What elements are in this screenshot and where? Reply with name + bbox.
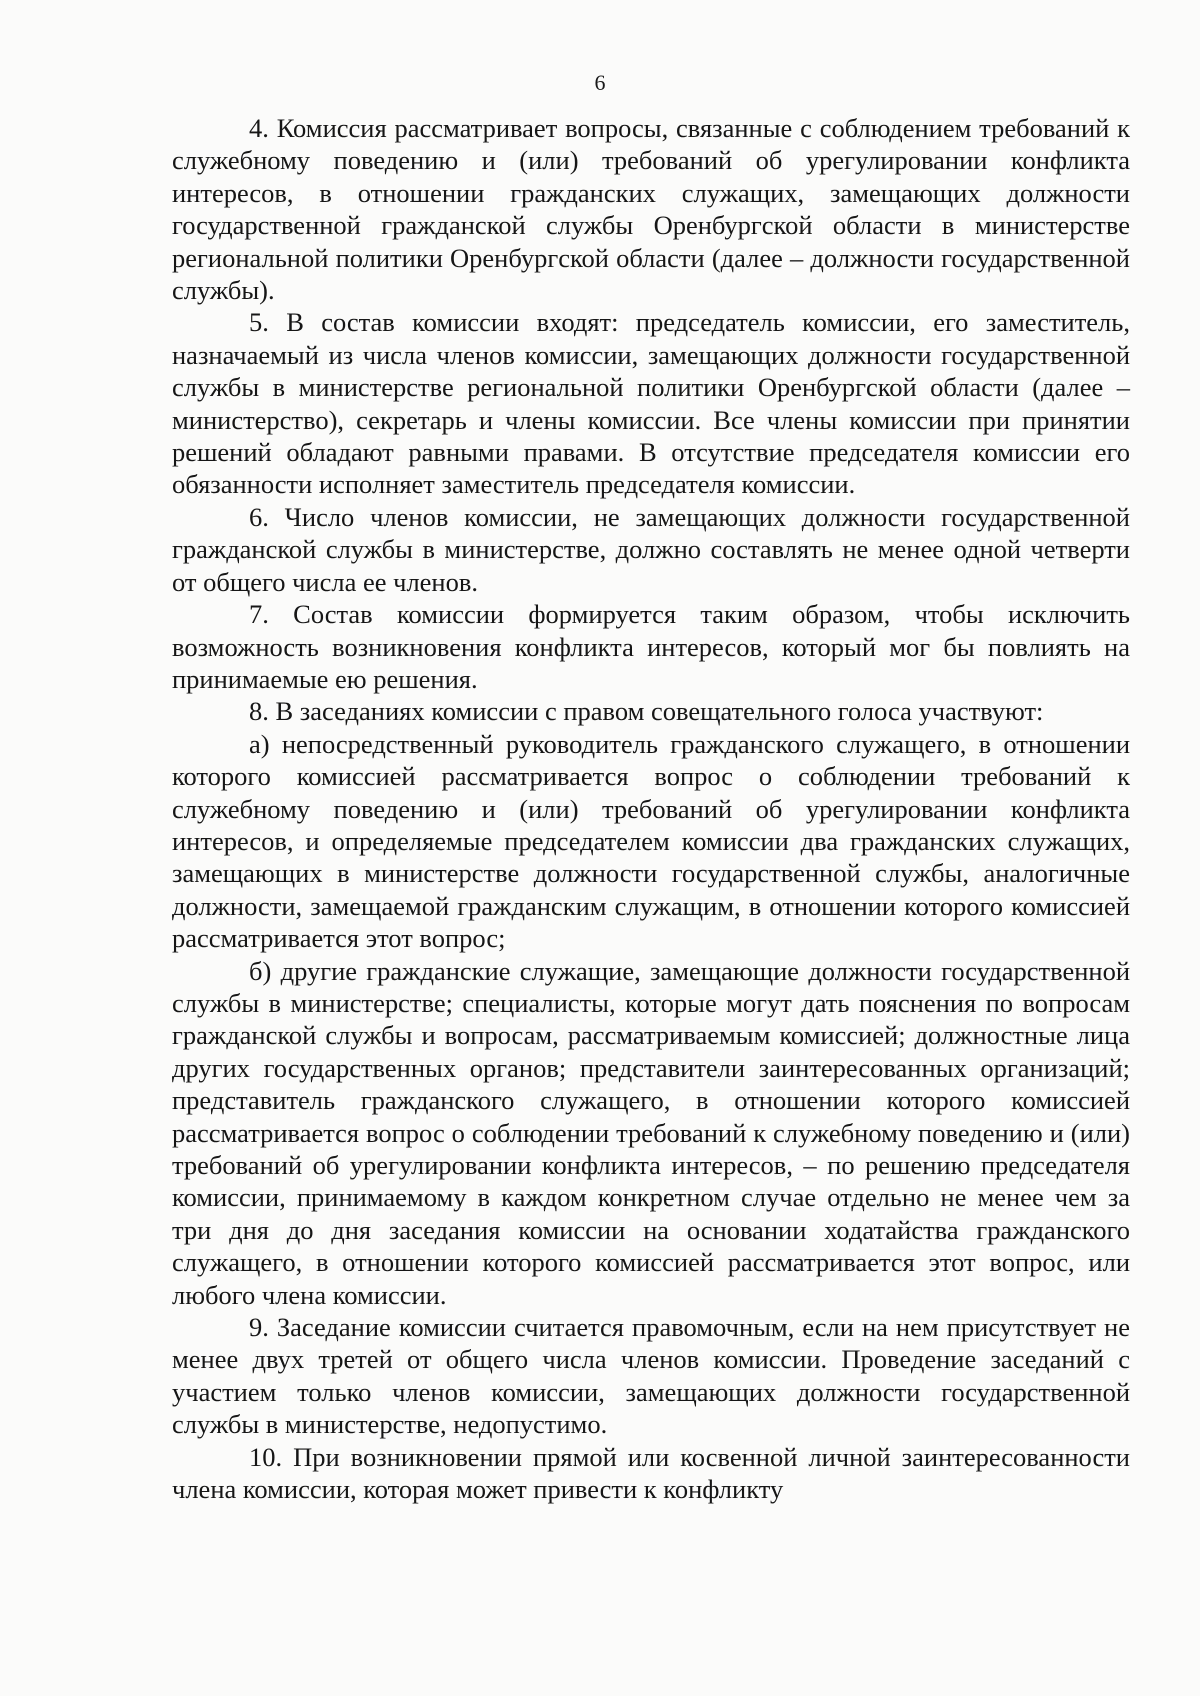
- paragraph-8b: б) другие гражданские служащие, замещающие должности государственной службы в министерстве; специалисты, которые могут дать пояснения по вопросам гражданской службы и вопросам, рассматриваемым комиссией; должностные лица других государственных органов; представители заинтересованных организаций; представитель гражданского служащего, в отношении которого комиссией рассматривается вопрос о соблюдении требований к служебному поведению и (или) требований об урегулировании конфликта интересов, – по решению председателя комиссии, принимаемому в каждом конкретном случае отдельно не менее чем за три дня до дня заседания комиссии на основании ходатайства гражданского служащего, в отношении которого комиссией рассматривается этот вопрос, или любого члена комиссии.: [172, 955, 1130, 1310]
- page-number: 6: [594, 70, 606, 95]
- paragraph-10: 10. При возникновении прямой или косвенной личной заинтересованности члена комиссии, которая может привести к конфликту: [172, 1441, 1130, 1505]
- document-body: [172, 112, 1130, 1505]
- paragraph-7: 7. Состав комиссии формируется таким образом, чтобы исключить возможность возникновения конфликта интересов, который мог бы повлиять на принимаемые ею решения.: [172, 599, 1130, 694]
- paragraph-9: 9. Заседание комиссии считается правомочным, если на нем присутствует не менее двух третей от общего числа членов комиссии. Проведение заседаний с участием только членов комиссии, замещающих должности государственной службы в министерстве, недопустимо.: [172, 1312, 1130, 1440]
- paragraph-8: 8. В заседаниях комиссии с правом совещательного голоса участвуют:: [249, 696, 1044, 727]
- paragraph-5: 5. В состав комиссии входят: председатель комиссии, его заместитель, назначаемый из числа членов комиссии, замещающих должности государственной службы в министерстве региональной политики Оренбургской области (далее – министерство), секретарь и члены комиссии. Все члены комиссии при принятии решений обладают равными правами. В отсутствие председателя комиссии его обязанности исполняет заместитель председателя комиссии.: [172, 307, 1130, 500]
- paragraph-8a: а) непосредственный руководитель гражданского служащего, в отношении которого комиссией рассматривается вопрос о соблюдении требований к служебному поведению и (или) требований об урегулировании конфликта интересов, и определяемые председателем комиссии два гражданских служащих, замещающих в министерстве должности государственной службы, аналогичные должности, замещаемой гражданским служащим, в отношении которого комиссией рассматривается этот вопрос;: [172, 728, 1130, 954]
- paragraph-6: 6. Число членов комиссии, не замещающих должности государственной гражданской службы в министерстве, должно составлять не менее одной четверти от общего числа ее членов.: [172, 501, 1130, 597]
- paragraph-4: 4. Комиссия рассматривает вопросы, связанные с соблюдением требований к служебному поведению и (или) требований об урегулировании конфликта интересов, в отношении гражданских служащих, замещающих должности государственной гражданской службы Оренбургской области в министерстве региональной политики Оренбургской области (далее – должности государственной службы).: [172, 113, 1130, 306]
